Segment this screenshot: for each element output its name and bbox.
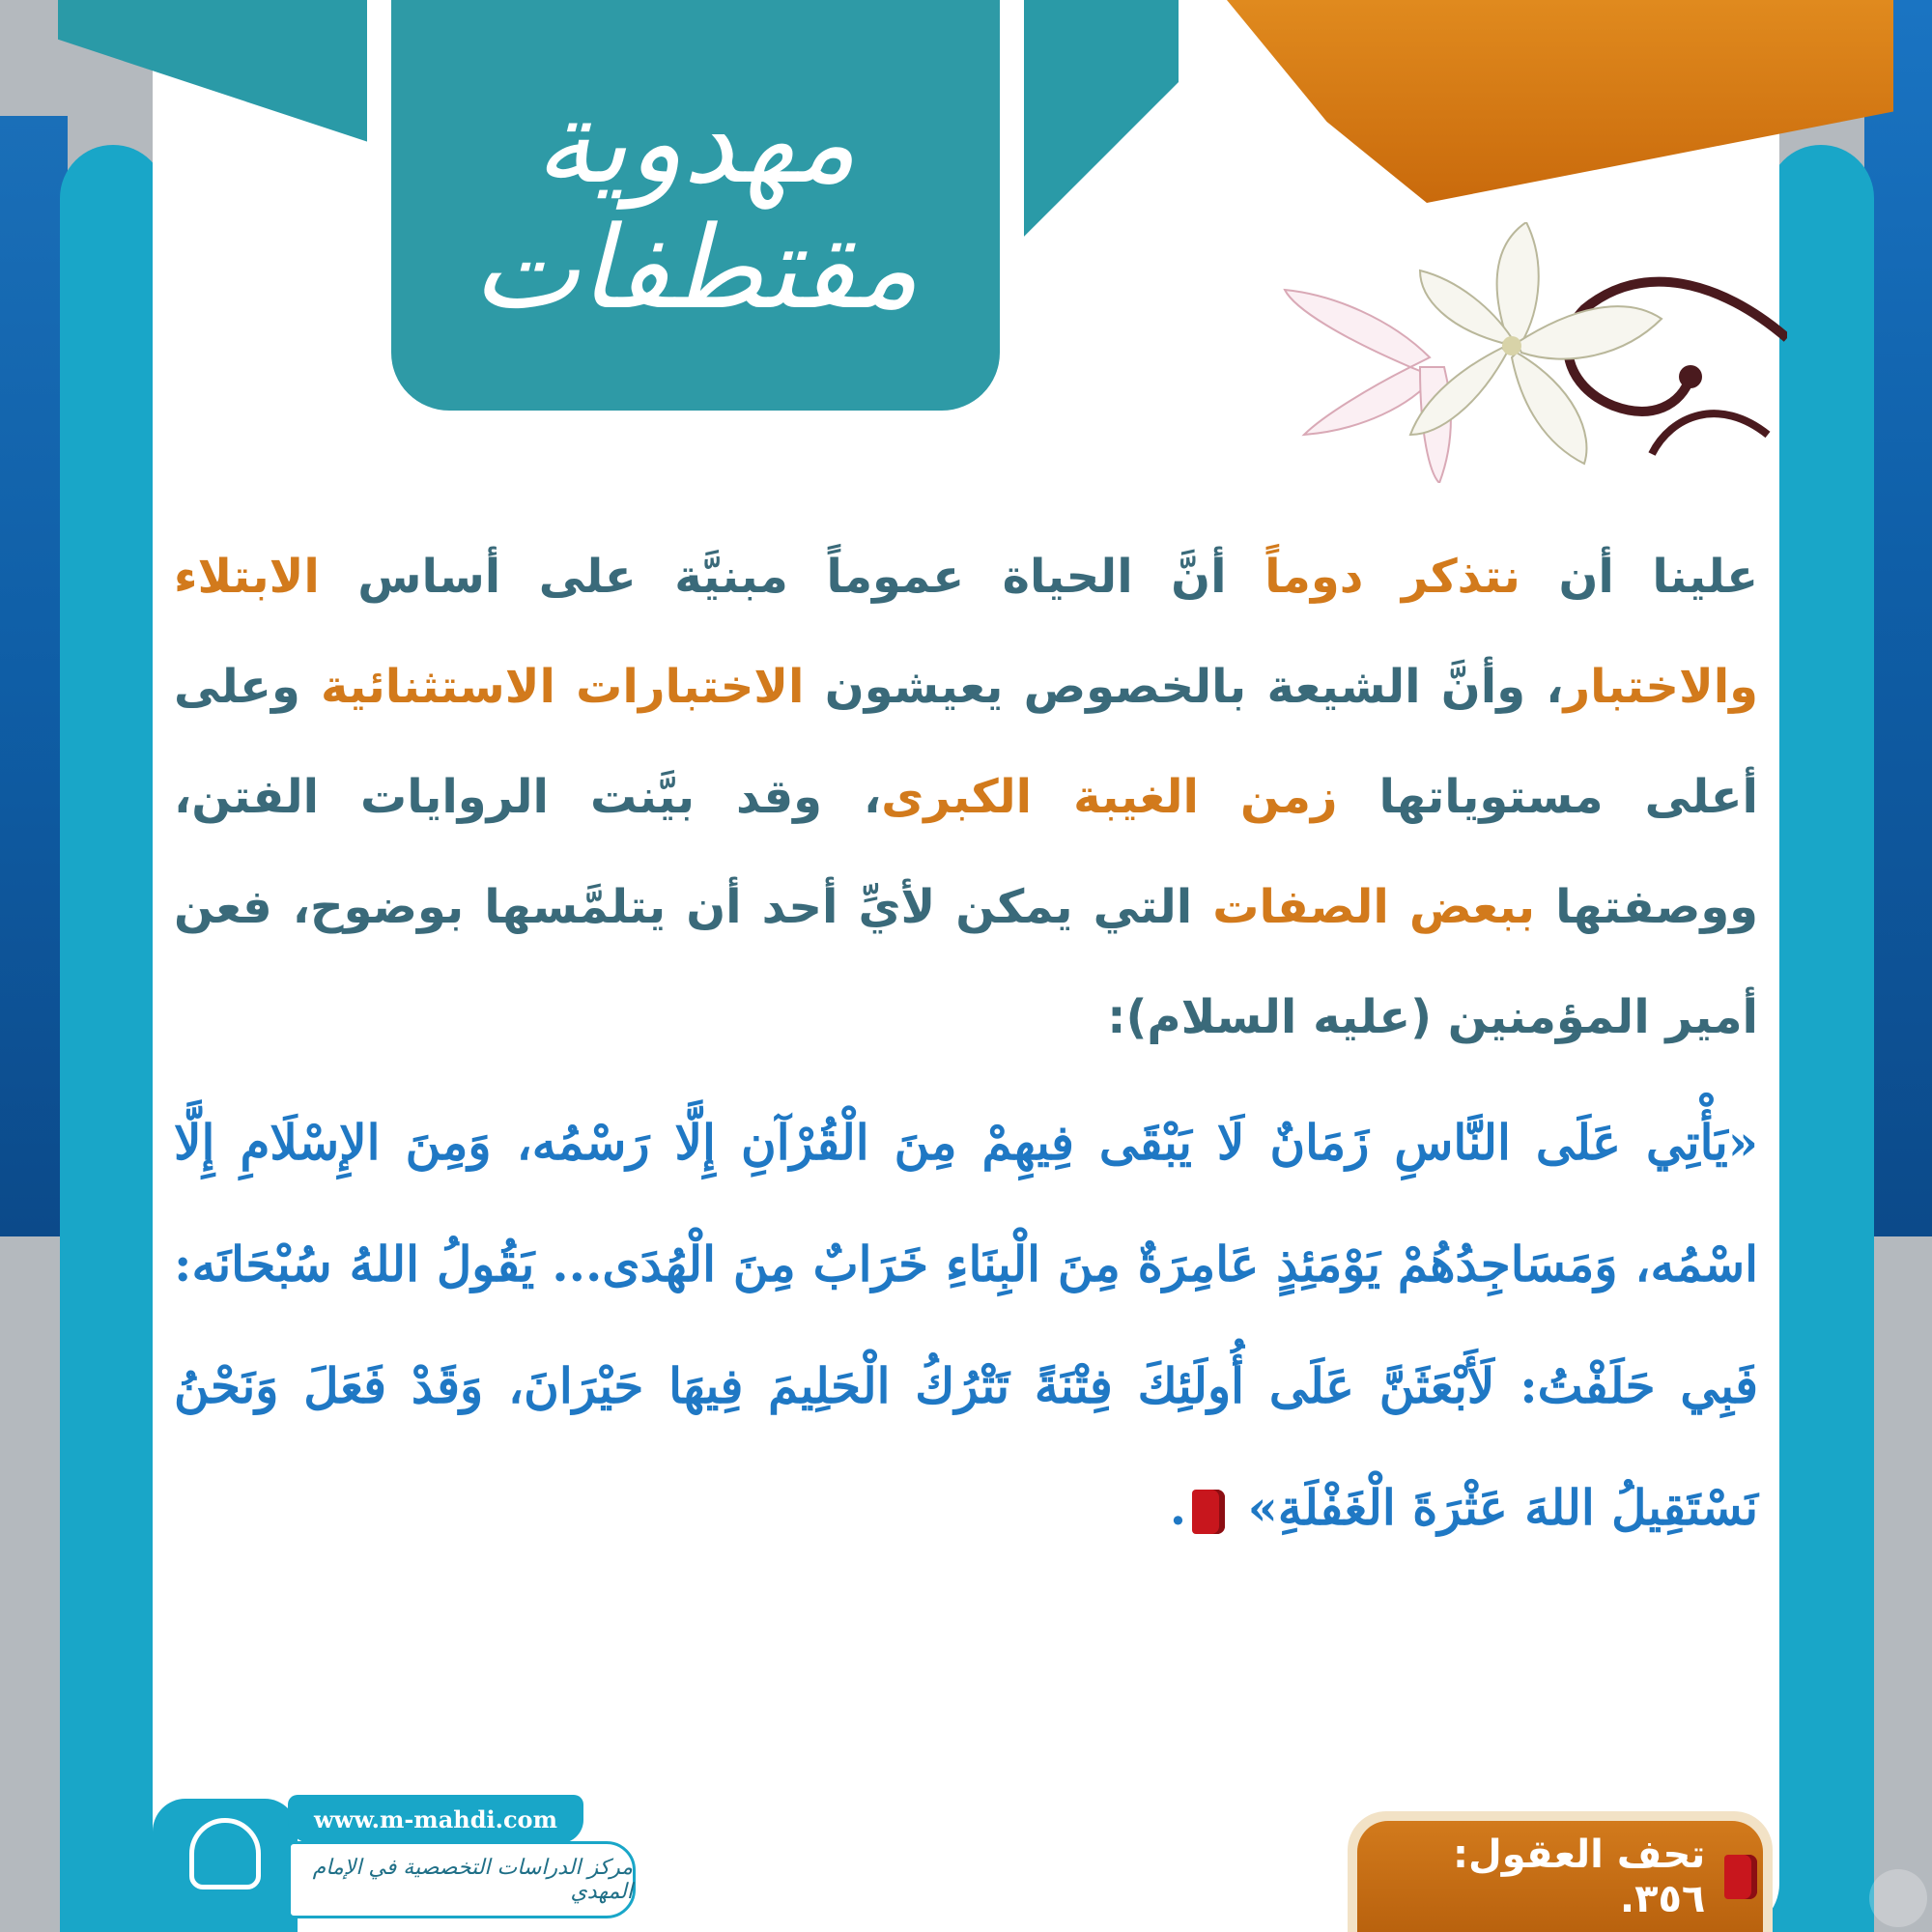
book-icon [1724,1855,1757,1899]
quote-tail: . [1169,1479,1187,1536]
left-decorative-pillar [60,145,166,1932]
body-text-segment: وعلى أعلى مستوياتها [174,660,1759,824]
reference-text: تحف العقول: ٣٥٦. [1453,1832,1706,1921]
body-paragraph [174,522,1758,1072]
title-sub: مقتطفات [471,201,920,334]
reference-box [1357,1821,1763,1932]
corner-seal-icon [1869,1869,1927,1927]
highlighted-phrase: الابتلاء والاختبار [174,550,1758,714]
organization-name: مركز الدراسات التخصصية في الإمام المهدي [288,1841,636,1918]
right-edge-band [1864,0,1932,1236]
title-main: مهدوية [534,75,857,209]
book-icon[interactable] [1192,1490,1225,1534]
flower-ornament-icon [1265,222,1787,483]
highlighted-phrase: زمن الغيبة الكبرى [881,770,1338,824]
body-text-segment: أنَّ الحياة عموماً مبنيَّة على أساس [319,550,1265,604]
body-text-segment: ، وقد بيَّنت الروايات الفتن، ووصفتها [174,770,1759,934]
hadith-quote [174,1082,1758,1569]
quote-text: «يَأْتِي عَلَى النَّاسِ زَمَانٌ لَا يَبْقَى فِيهِمْ مِنَ الْقُرْآنِ إِلَّا رَسْمُه، وَمِنَ الإِسْلَامِ إِلَّا اسْمُه، وَمَسَاجِدُهُمْ يَوْمَئِذٍ عَامِرَةٌ مِنَ الْبِنَاءِ خَرَابٌ مِنَ الْهُدَى... يَقُولُ اللهُ سُبْحَانَه: فَبِي حَلَفْتُ: لَأَبْعَثَنَّ عَلَى أُولَئِكَ فِتْنَةً تَتْرُكُ الْحَلِيمَ فِيهَا حَيْرَانَ، وَقَدْ فَعَلَ وَنَحْنُ نَسْتَقِيلُ اللهَ عَثْرَةَ الْغَفْلَةِ» [174,1114,1758,1536]
body-text-segment: التي يمكن لأيِّ أحد أن يتلمَّسها بوضوح، فعن أمير المؤمنين (عليه السلام): [174,880,1758,1044]
highlighted-phrase: نتذكر دوماً [1264,550,1520,604]
body-text-segment: ، وأنَّ الشيعة بالخصوص يعيشون [804,660,1564,714]
highlighted-phrase: الاختبارات الاستثنائية [321,660,805,714]
website-url[interactable]: www.m-mahdi.com [288,1795,583,1843]
left-edge-band [0,116,68,1236]
body-text-segment: علينا أن [1520,550,1758,604]
highlighted-phrase: ببعض الصفات [1212,880,1536,934]
logo-mark-icon [189,1818,261,1889]
